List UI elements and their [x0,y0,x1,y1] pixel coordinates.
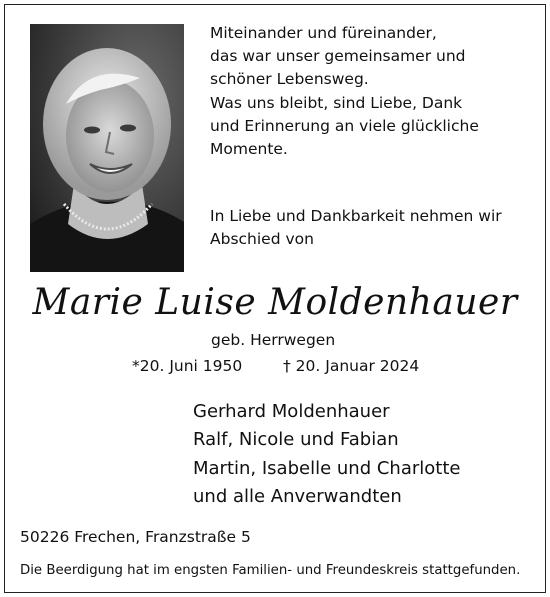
birth-date: *20. Juni 1950 [132,357,243,375]
mourners-list [193,398,460,511]
poem-line: Miteinander und füreinander, [210,24,437,42]
poem-line: schöner Lebensweg. [210,70,369,89]
mourner-line: Ralf, Nicole und Fabian [193,429,399,451]
poem-line: und Erinnerung an viele glückliche [210,116,479,135]
deceased-name: Marie Luise Moldenhauer [32,282,518,323]
mourner-line: Martin, Isabelle und Charlotte [193,457,461,479]
poem [210,22,530,161]
death-date: † 20. Januar 2024 [283,357,420,375]
poem-line: Was uns bleibt, sind Liebe, Dank [210,93,463,112]
address: 50226 Frechen, Franzstraße 5 [20,528,251,546]
funeral-note: Die Beerdigung hat im engsten Familien- und Freundeskreis stattgefunden. [20,563,521,578]
farewell-line: Abschied von [210,230,314,249]
poem-line: Momente. [210,140,288,159]
portrait-photo [30,24,184,272]
birth-name: geb. Herrwegen [211,331,336,349]
poem-line: das war unser gemeinsamer und [210,47,466,66]
farewell-line: In Liebe und Dankbarkeit nehmen wir [210,207,502,225]
farewell-text [210,205,530,251]
mourner-line: und alle Anverwandten [193,485,402,507]
mourner-line: Gerhard Moldenhauer [193,401,390,422]
